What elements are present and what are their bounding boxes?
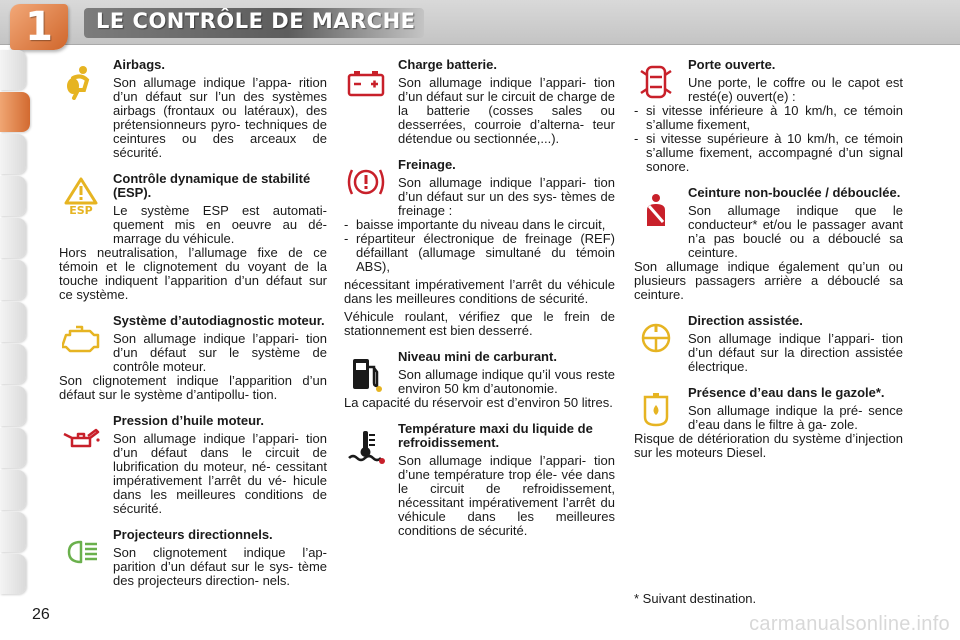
section-title: Porte ouverte. xyxy=(688,57,776,72)
page-title: LE CONTRÔLE DE MARCHE xyxy=(96,9,416,33)
chapter-number: 1 xyxy=(25,4,53,50)
section-paragraph: Hors neutralisation, l’allumage fixe de ce témoin et le clignotement du voyant de la touche indiquent l’apparition d’un défaut sur ce système. xyxy=(59,245,327,302)
section-text: Son allumage indique l’appari- tion d’un défaut sur un des sys- tèmes de freinage : xyxy=(398,175,615,218)
section-text: Son allumage indique que le conducteur* et/ou le passager avant n’a pas bouclé ou a débouclé sa ceinture. xyxy=(688,203,903,260)
section-engine-diagnostic xyxy=(59,314,327,402)
section-text: Son allumage indique l’appari- tion d’un défaut dans le circuit de lubrification du moteur, né- cessitant impérativement l’arrêt du vé- hicule dans les meilleures conditions de sécurité. xyxy=(113,431,327,516)
section-coolant-temperature xyxy=(344,422,615,538)
section-text: Son allumage indique l’appari- tion d’un défaut sur la direction assistée électrique. xyxy=(688,331,903,374)
section-title: Système d’autodiagnostic moteur. xyxy=(113,313,325,328)
airbag-person-icon xyxy=(59,62,103,102)
chapter-tabs xyxy=(0,50,34,596)
section-directional-headlamps xyxy=(59,528,327,588)
section-brakes xyxy=(344,158,615,338)
section-text: Son allumage indique l’appa- rition d’un défaut sur l’un des systèmes airbags (frontaux ou latéraux), des prétensionneurs pyro- techniques de ceintures ou des arceaux de sécurité. xyxy=(113,75,327,160)
list-item: - si vitesse supérieure à 10 km/h, ce témoin s’allume fixement, accompagné d’un signal sonore. xyxy=(634,132,903,174)
chapter-tab[interactable] xyxy=(0,554,26,594)
section-battery-charge xyxy=(344,58,615,146)
section-water-in-diesel xyxy=(634,386,903,460)
chapter-badge xyxy=(10,4,68,50)
bullet-list xyxy=(634,104,903,174)
section-airbags xyxy=(59,58,327,160)
door-open-icon xyxy=(634,62,678,102)
chapter-tab[interactable] xyxy=(0,134,26,174)
list-item: - baisse importante du niveau dans le circuit, xyxy=(344,218,615,232)
section-paragraph: Risque de détérioration du système d’injection sur les moteurs Diesel. xyxy=(634,431,903,460)
list-item: - répartiteur électronique de freinage (REF) défaillant (allumage simultané du témoin ABS), xyxy=(344,232,615,274)
chapter-tab[interactable] xyxy=(0,302,26,342)
battery-icon xyxy=(344,62,388,102)
page-number: 26 xyxy=(32,606,50,623)
brake-icon xyxy=(344,162,388,202)
section-title: Température maxi du liquide de refroidissement. xyxy=(398,421,593,450)
section-title: Ceinture non-bouclée / débouclée. xyxy=(688,185,901,200)
section-power-steering xyxy=(634,314,903,374)
fuel-pump-icon xyxy=(344,354,388,394)
section-door-open xyxy=(634,58,903,174)
chapter-tab-active[interactable] xyxy=(0,92,30,132)
column-right xyxy=(634,58,903,472)
bullet-list xyxy=(344,218,615,274)
oil-can-icon xyxy=(59,418,103,458)
chapter-tab[interactable] xyxy=(0,344,26,384)
chapter-tab[interactable] xyxy=(0,386,26,426)
engine-icon xyxy=(59,318,103,358)
chapter-tab[interactable] xyxy=(0,50,26,90)
section-oil-pressure xyxy=(59,414,327,516)
list-item: - si vitesse inférieure à 10 km/h, ce témoin s’allume fixement, xyxy=(634,104,903,132)
section-title: Pression d’huile moteur. xyxy=(113,413,264,428)
section-esp xyxy=(59,172,327,302)
chapter-tab[interactable] xyxy=(0,470,26,510)
headlamp-icon xyxy=(59,532,103,572)
column-middle xyxy=(344,58,615,550)
section-paragraph: Son clignotement indique l’apparition d’un défaut sur le système d’antipollu- tion. xyxy=(59,373,327,402)
coolant-temperature-icon xyxy=(344,426,388,466)
section-title: Airbags. xyxy=(113,57,166,72)
chapter-tab[interactable] xyxy=(0,176,26,216)
section-paragraph: Son allumage indique également qu’un ou plusieurs passagers arrière a débouclé sa ceinture. xyxy=(634,259,903,302)
section-fuel-level xyxy=(344,350,615,410)
chapter-tab[interactable] xyxy=(0,260,26,300)
section-title: Charge batterie. xyxy=(398,57,497,72)
esp-warning-icon xyxy=(59,176,103,216)
section-title: Freinage. xyxy=(398,157,456,172)
section-title: Projecteurs directionnels. xyxy=(113,527,273,542)
section-text: Une porte, le coffre ou le capot est resté(e) ouvert(e) : xyxy=(688,75,903,104)
steering-wheel-icon xyxy=(634,318,678,358)
section-text: Le système ESP est automati- quement mis en oeuvre au dé- marrage du véhicule. xyxy=(113,203,327,246)
section-title: Niveau mini de carburant. xyxy=(398,349,557,364)
chapter-tab[interactable] xyxy=(0,218,26,258)
footnote: * Suivant destination. xyxy=(634,591,757,606)
section-text: Son allumage indique qu’il vous reste environ 50 km d’autonomie. xyxy=(398,367,615,396)
section-text: Son allumage indique l’appari- tion d’un défaut sur le système de contrôle moteur. xyxy=(113,331,327,374)
section-text: Son allumage indique la pré- sence d’eau dans le filtre à ga- zole. xyxy=(688,403,903,432)
section-title: Direction assistée. xyxy=(688,313,803,328)
section-text: Son allumage indique l’appari- tion d’un défaut sur le circuit de charge de la batterie (cosses sales ou desserrées, courroie d’alterna- teur détendue ou sectionnée,...). xyxy=(398,75,615,146)
section-text: Son clignotement indique l’ap- parition d’un défaut sur le sys- tème des projecteurs direction- nels. xyxy=(113,545,327,588)
water-in-fuel-icon xyxy=(634,390,678,430)
column-left xyxy=(59,58,327,600)
svg-text:ESP: ESP xyxy=(69,204,93,215)
chapter-tab[interactable] xyxy=(0,428,26,468)
section-paragraph: Véhicule roulant, vérifiez que le frein de stationnement est bien desserré. xyxy=(344,309,615,338)
section-title: Contrôle dynamique de stabilité (ESP). xyxy=(113,171,311,200)
section-paragraph: La capacité du réservoir est d’environ 50 litres. xyxy=(344,395,613,410)
seatbelt-icon xyxy=(634,190,678,230)
section-seatbelt xyxy=(634,186,903,302)
section-title: Présence d’eau dans le gazole*. xyxy=(688,385,885,400)
watermark: carmanualsonline.info xyxy=(749,613,950,635)
section-text: Son allumage indique l’appari- tion d’une température trop éle- vée dans le circuit de refroidissement, nécessitant impérativement l’arrêt du véhicule dans les meilleures conditions de sécurité. xyxy=(398,453,615,538)
chapter-tab[interactable] xyxy=(0,512,26,552)
section-paragraph: nécessitant impérativement l’arrêt du véhicule dans les meilleures conditions de sécurité. xyxy=(344,277,615,306)
